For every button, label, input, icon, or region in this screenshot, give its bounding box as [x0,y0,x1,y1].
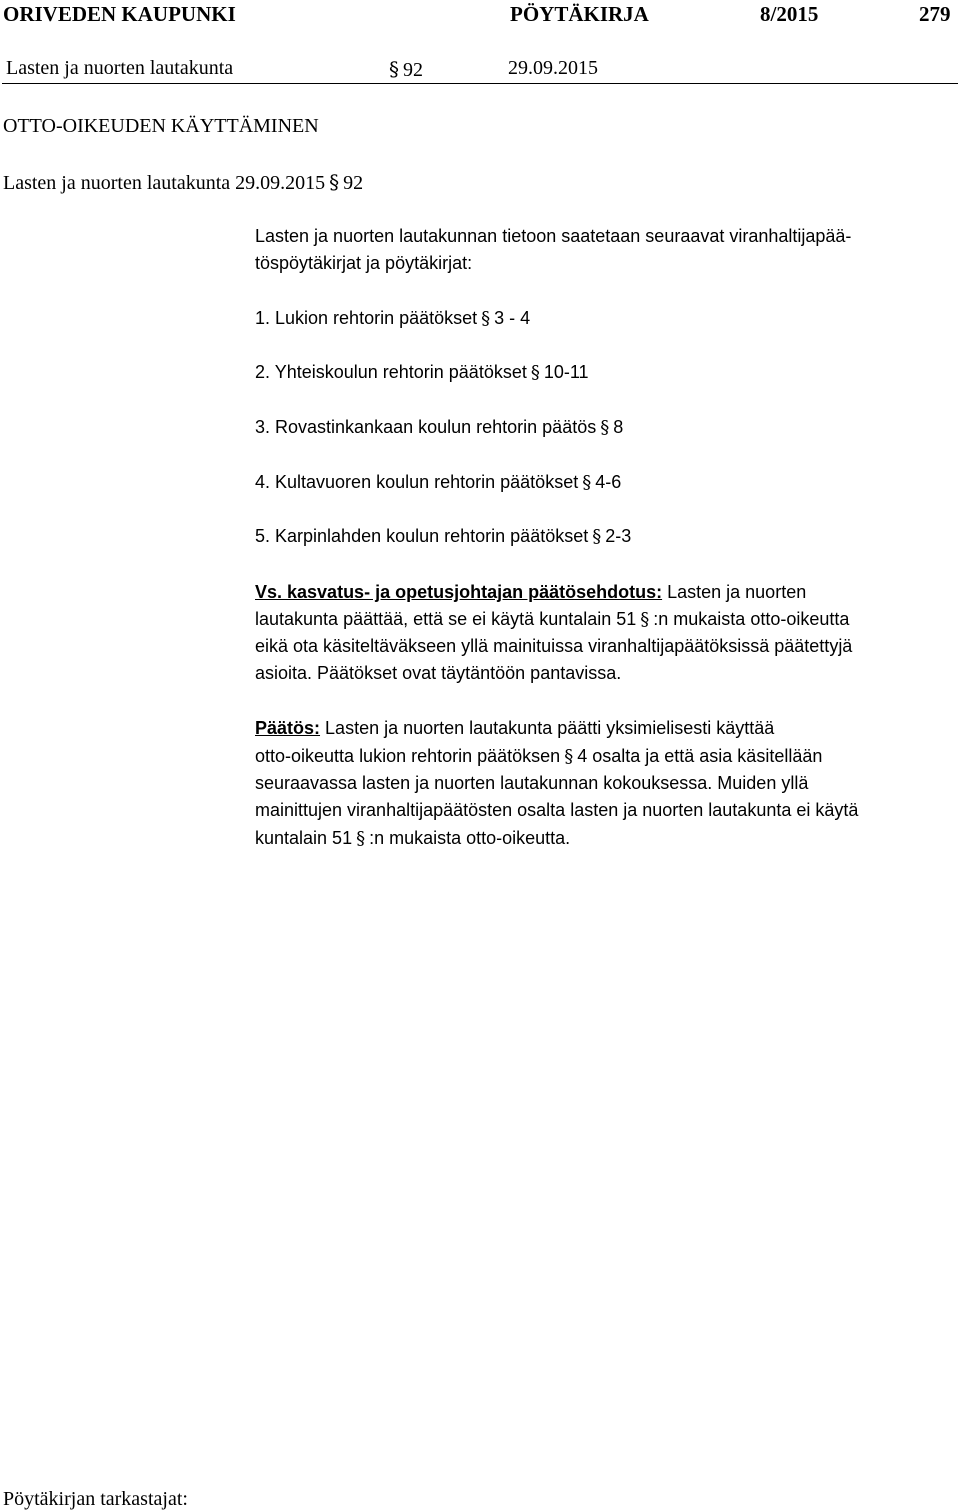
list-item-ref: 3 - 4 [494,308,531,328]
decision-text: :n mukaista otto-oikeutta. [369,828,571,848]
list-item-text: 1. Lukion rehtorin päätökset [255,308,478,328]
organization-name: ORIVEDEN KAUPUNKI [3,2,236,26]
section-symbol: § [389,57,399,81]
list-item-text: 4. Kultavuoren koulun rehtorin päätökset [255,472,579,492]
header-divider [2,83,958,84]
section-symbol: § [600,417,610,438]
proposal-line-4: asioita. Päätökset ovat täytäntöön pantavissa. [255,663,622,683]
proposal-text: :n mukaista otto-oikeutta [653,609,850,629]
list-item-ref: 4-6 [595,472,622,492]
section-symbol: § [530,362,540,383]
section-number [385,57,423,82]
list-item-ref: 8 [613,417,624,437]
list-item-ref: 10-11 [543,362,589,382]
document-type: PÖYTÄKIRJA [510,2,649,26]
proposal-label: Vs. kasvatus- ja opetusjohtajan päätösehdotus: [255,582,663,602]
list-item [255,526,631,547]
section-value: 92 [403,59,423,81]
decision-text: kuntalain 51 [255,828,353,848]
list-item-text: 2. Yhteiskoulun rehtorin päätökset [255,362,527,382]
section-symbol: § [582,472,592,493]
footer-reviewers-label: Pöytäkirjan tarkastajat: [3,1488,188,1510]
decision-line-4: mainittujen viranhaltijapäätösten osalta lasten ja nuorten lautakunta ei käytä [255,800,859,820]
decision-line-3: seuraavassa lasten ja nuorten lautakunnan kokouksessa. Muiden yllä [255,773,809,793]
section-symbol: § [356,828,366,849]
list-item-text: 3. Rovastinkankaan koulun rehtorin päätös [255,417,597,437]
decision-text: Lasten ja nuorten lautakunta päätti yksimielisesti käyttää [325,718,775,738]
decision-line-1 [255,718,774,739]
list-item [255,362,589,383]
document-number: 8/2015 [760,2,819,26]
proposal-line-1 [255,582,806,603]
meeting-date: 29.09.2015 [508,57,598,79]
reference-section: 92 [343,172,364,194]
page-number: 279 [919,2,951,26]
decision-label: Päätös: [255,718,321,738]
decision-line-2 [255,746,822,767]
section-symbol: § [481,308,491,329]
decision-line-5 [255,828,570,849]
list-item [255,308,530,329]
intro-line-1: Lasten ja nuorten lautakunnan tietoon saatetaan seuraavat viranhaltijapää- [255,226,852,246]
section-symbol: § [564,746,574,767]
intro-line-2: töspöytäkirjat ja pöytäkirjat: [255,253,473,273]
list-item-ref: 2-3 [605,526,632,546]
list-item [255,472,621,493]
proposal-line-2 [255,609,849,630]
reference-line [3,170,363,195]
section-symbol: § [640,609,650,630]
decision-text: 4 osalta ja että asia käsitellään [577,746,823,766]
decision-text: otto-oikeutta lukion rehtorin päätöksen [255,746,561,766]
reference-text: Lasten ja nuorten lautakunta 29.09.2015 [3,172,326,194]
committee-name: Lasten ja nuorten lautakunta [6,57,234,79]
list-item [255,417,623,438]
section-symbol: § [592,526,602,547]
page-title: OTTO-OIKEUDEN KÄYTTÄMINEN [3,115,319,137]
list-item-text: 5. Karpinlahden koulun rehtorin päätökset [255,526,589,546]
proposal-text: lautakunta päättää, että se ei käytä kuntalain 51 [255,609,637,629]
section-symbol: § [329,170,340,194]
proposal-line-3: eikä ota käsiteltäväkseen yllä mainituissa viranhaltijapäätöksissä päätettyjä [255,636,853,656]
proposal-text: Lasten ja nuorten [667,582,807,602]
